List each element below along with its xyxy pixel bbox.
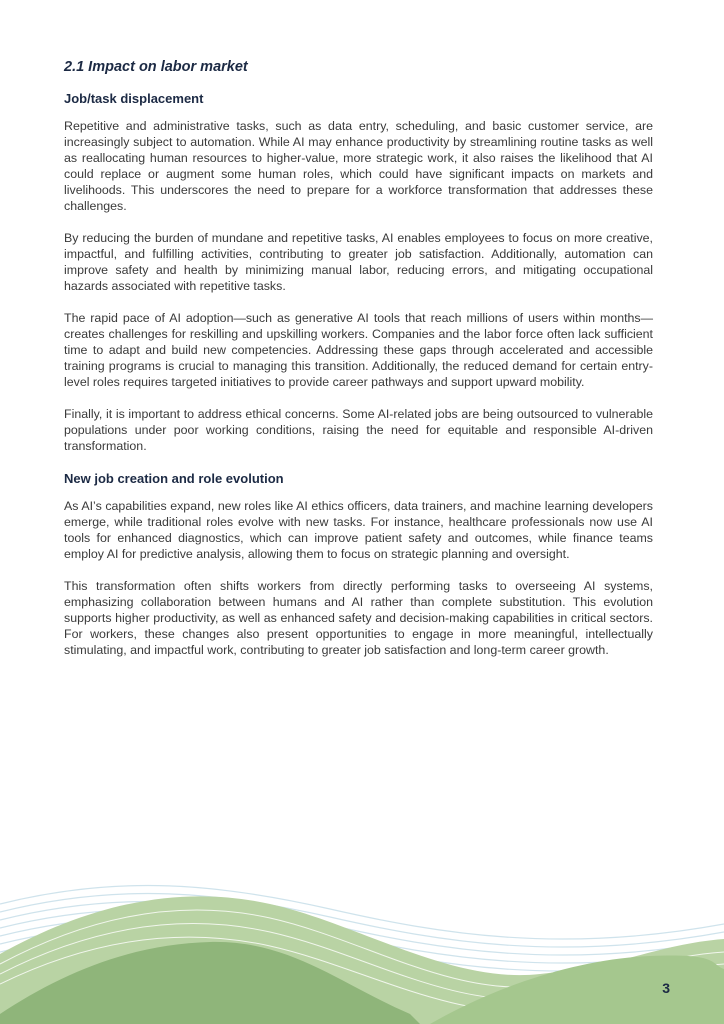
paragraph: By reducing the burden of mundane and repetitive tasks, AI enables employees to focus on more creative, impactful, and fulfilling activities, contributing to greater job satisfaction. Additionally, automation can improve safety and health by minimizing manual labor, reducing errors, and mitigating occupational hazards associated with repetitive tasks. [64, 231, 653, 293]
paragraph: This transformation often shifts workers from directly performing tasks to overseeing AI systems, emphasizing collaboration between humans and AI rather than complete substitution. This evolution supports higher productivity, as well as enhanced safety and decision-making capabilities in critical sectors. For workers, these changes also present opportunities to engage in more meaningful, intellectually stimulating, and impactful work, contributing to greater job satisfaction and long-term career growth. [64, 579, 653, 657]
section-title: 2.1 Impact on labor market [64, 59, 248, 75]
paragraph: As AI’s capabilities expand, new roles like AI ethics officers, data trainers, and machine learning developers emerge, while traditional roles evolve with new tasks. For instance, healthcare professionals now use AI tools for enhanced diagnostics, which can improve patient safety and outcomes, while finance teams employ AI for predictive analysis, allowing them to focus on strategic planning and oversight. [64, 499, 653, 561]
wave-decoration [0, 864, 724, 1024]
subheading-job-task-displacement: Job/task displacement [64, 91, 204, 106]
paragraph: Repetitive and administrative tasks, such as data entry, scheduling, and basic customer service, are increasingly subject to automation. While AI may enhance productivity by streamlining routine tasks as well as reallocating human resources to higher-value, more strategic work, it also raises the likelihood that AI could replace or augment some human roles, which could have significant impacts on markets and livelihoods. This underscores the need to prepare for a workforce transformation that addresses these challenges. [64, 119, 653, 213]
paragraph: The rapid pace of AI adoption—such as generative AI tools that reach millions of users within months—creates challenges for reskilling and upskilling workers. Companies and the labor force often lack sufficient time to adapt and build new competencies. Addressing these gaps through accelerated and accessible training programs is crucial to managing this transition. Additionally, the reduced demand for certain entry-level roles requires targeted initiatives to provide career pathways and support upward mobility. [64, 311, 653, 389]
paragraph: Finally, it is important to address ethical concerns. Some AI-related jobs are being outsourced to vulnerable populations under poor working conditions, raising the need for equitable and responsible AI-driven transformation. [64, 407, 653, 453]
subheading-new-job-creation: New job creation and role evolution [64, 471, 284, 486]
page-number: 3 [662, 980, 670, 996]
page-content [64, 56, 653, 674]
